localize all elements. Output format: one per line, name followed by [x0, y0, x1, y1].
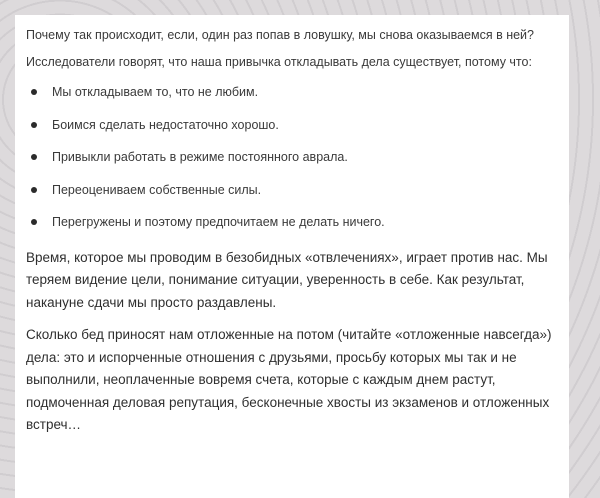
bullet-icon: [31, 187, 37, 193]
intro-paragraph: Исследователи говорят, что наша привычка откладывать дела существует, потому что:: [26, 54, 532, 69]
bullet-icon: [31, 122, 37, 128]
article-card: [15, 15, 569, 498]
bullet-icon: [31, 89, 37, 95]
list-item-text: Боимся сделать недостаточно хорошо.: [52, 117, 279, 132]
bullet-icon: [31, 154, 37, 160]
troubles-paragraph: Сколько бед приносят нам отложенные на потом (читайте «отложенные навсегда») дела: это и испорченные отношения с друзьями, просьбу которых мы так и не выполнили, неоплаченные вовремя счета, которые с каждым днем растут, подмоченная деловая репутация, бесконечные хвосты из экзаменов и отложенных встреч…: [26, 327, 552, 432]
list-item-text: Привыкли работать в режиме постоянного аврала.: [52, 150, 348, 164]
question-paragraph: Почему так происходит, если, один раз попав в ловушку, мы снова оказываемся в ней?: [26, 28, 534, 42]
list-item-text: Мы откладываем то, что не любим.: [52, 85, 259, 99]
list-item: [26, 141, 559, 174]
list-item-text: Переоцениваем собственные силы.: [52, 182, 262, 197]
reasons-list: [26, 76, 559, 239]
list-item: [26, 174, 559, 207]
list-item: [26, 206, 559, 239]
list-item-text: Перегружены и поэтому предпочитаем не делать ничего.: [52, 215, 385, 229]
list-item: [26, 109, 559, 142]
list-item: [26, 76, 559, 109]
time-paragraph: Время, которое мы проводим в безобидных «отвлечениях», играет против нас. Мы теряем видение цели, понимание ситуации, уверенность в себе. Как результат, накануне сдачи мы просто раздавлены.: [26, 249, 548, 310]
bullet-icon: [31, 219, 37, 225]
